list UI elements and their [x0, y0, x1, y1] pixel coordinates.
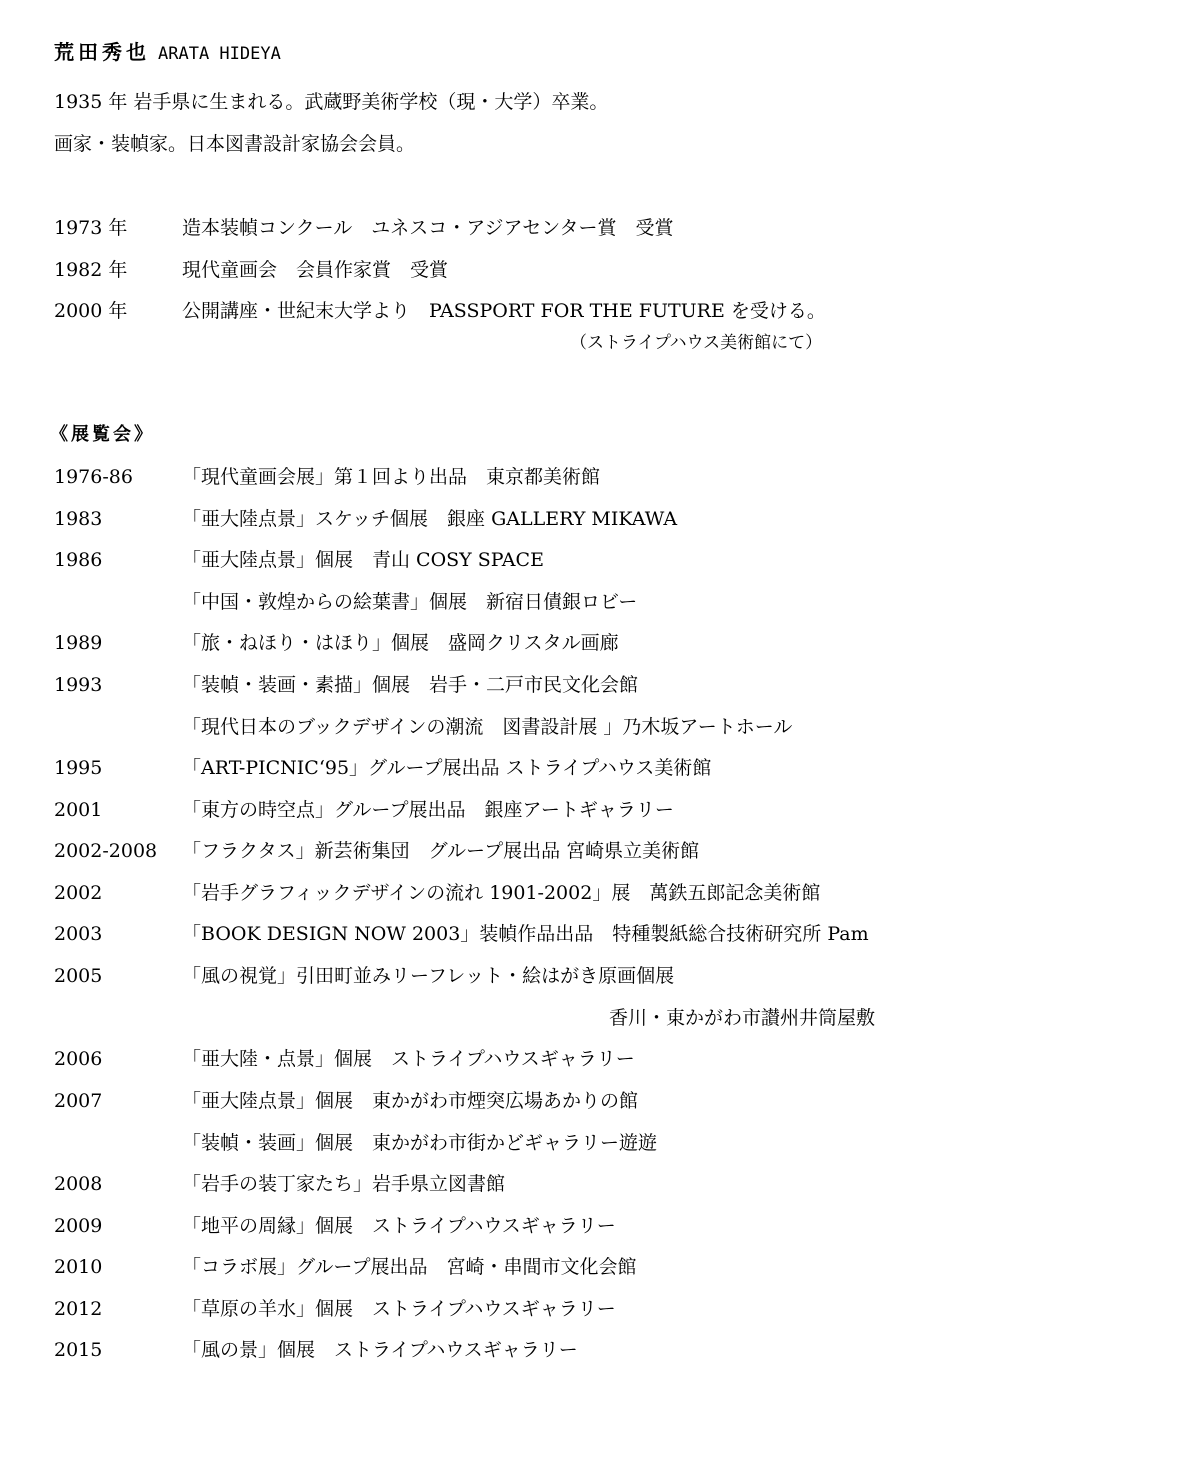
- exhibition-text: 「亜大陸点景」個展 東かがわ市煙突広場あかりの館: [182, 1090, 639, 1112]
- artist-name: [54, 38, 281, 68]
- exhibition-text: 「岩手の装丁家たち」岩手県立図書館: [182, 1173, 506, 1195]
- exhibition-text: 「東方の時空点」グループ展出品 銀座アートギャラリー: [182, 799, 674, 821]
- exhibition-text: 「草原の羊水」個展 ストライプハウスギャラリー: [182, 1298, 616, 1320]
- exhibition-year: 2006: [54, 1048, 103, 1070]
- exhibition-text: 「亜大陸・点景」個展 ストライプハウスギャラリー: [182, 1048, 635, 1070]
- exhibition-year: 1995: [54, 757, 103, 779]
- exhibition-text: 「現代童画会展」第１回より出品 東京都美術館: [182, 466, 601, 488]
- exhibition-year: 2007: [54, 1090, 103, 1112]
- exhibition-year: 2012: [54, 1298, 103, 1320]
- exhibition-year: 2003: [54, 923, 103, 945]
- exhibition-text: 「コラボ展」グループ展出品 宮崎・串間市文化会館: [182, 1256, 637, 1278]
- exhibition-year: 2010: [54, 1256, 103, 1278]
- exhibition-year: 1976-86: [54, 466, 133, 488]
- exhibition-text: 「現代日本のブックデザインの潮流 図書設計展 」乃木坂アートホール: [182, 716, 793, 738]
- exhibition-year: 1989: [54, 632, 103, 654]
- award-year: 1982 年: [54, 259, 128, 281]
- exhibition-year: 1993: [54, 674, 103, 696]
- exhibition-year: 1986: [54, 549, 103, 571]
- exhibition-text: 「旅・ねほり・はほり」個展 盛岡クリスタル画廊: [182, 632, 619, 654]
- exhibition-text: 「フラクタス」新芸術集団 グループ展出品 宮崎県立美術館: [182, 840, 700, 862]
- artist-name-romaji: ARATA HIDEYA: [158, 44, 281, 64]
- exhibition-text: 「風の視覚」引田町並みリーフレット・絵はがき原画個展: [182, 965, 675, 987]
- award-text: 公開講座・世紀末大学より PASSPORT FOR THE FUTURE を受ける。: [182, 300, 826, 322]
- exhibition-year: 2001: [54, 799, 103, 821]
- exhibition-year: 2002-2008: [54, 840, 158, 862]
- exhibition-text: 「風の景」個展 ストライプハウスギャラリー: [182, 1339, 578, 1361]
- exhibition-text: 「岩手グラフィックデザインの流れ 1901-2002」展 萬鉄五郎記念美術館: [182, 882, 821, 904]
- award-text: 造本装幀コンクール ユネスコ・アジアセンター賞 受賞: [182, 217, 674, 239]
- exhibition-text: 「亜大陸点景」スケッチ個展 銀座 GALLERY MIKAWA: [182, 508, 678, 530]
- exhibition-year: 2015: [54, 1339, 103, 1361]
- exhibition-text: 「中国・敦煌からの絵葉書」個展 新宿日債銀ロビー: [182, 591, 638, 613]
- exhibitions-heading: 《展覧会》: [50, 424, 155, 445]
- intro-line-1: 1935 年 岩手県に生まれる。武蔵野美術学校（現・大学）卒業。: [54, 91, 609, 113]
- exhibition-text: 「装幀・装画」個展 東かがわ市街かどギャラリー遊遊: [182, 1132, 658, 1154]
- artist-name-kanji: 荒田秀也: [54, 40, 150, 64]
- exhibition-year: 2008: [54, 1173, 103, 1195]
- award-year: 1973 年: [54, 217, 128, 239]
- award-text: 現代童画会 会員作家賞 受賞: [182, 259, 449, 281]
- exhibition-text: 「BOOK DESIGN NOW 2003」装幀作品出品 特種製紙総合技術研究所 Pam: [182, 923, 869, 945]
- exhibition-year: 2005: [54, 965, 103, 987]
- award-note: （ストライプハウス美術館にて）: [570, 333, 823, 353]
- exhibition-year: 1983: [54, 508, 103, 530]
- exhibition-text: 「ART-PICNIC‘95」グループ展出品 ストライプハウス美術館: [182, 757, 712, 779]
- intro-line-2: 画家・装幀家。日本図書設計家協会会員。: [54, 133, 416, 155]
- exhibition-year: 2002: [54, 882, 103, 904]
- exhibition-note: 香川・東かがわ市讃州井筒屋敷: [609, 1007, 876, 1029]
- exhibition-text: 「地平の周縁」個展 ストライプハウスギャラリー: [182, 1215, 616, 1237]
- exhibition-text: 「亜大陸点景」個展 青山 COSY SPACE: [182, 549, 544, 571]
- exhibition-text: 「装幀・装画・素描」個展 岩手・二戸市民文化会館: [182, 674, 639, 696]
- exhibition-year: 2009: [54, 1215, 103, 1237]
- award-year: 2000 年: [54, 300, 128, 322]
